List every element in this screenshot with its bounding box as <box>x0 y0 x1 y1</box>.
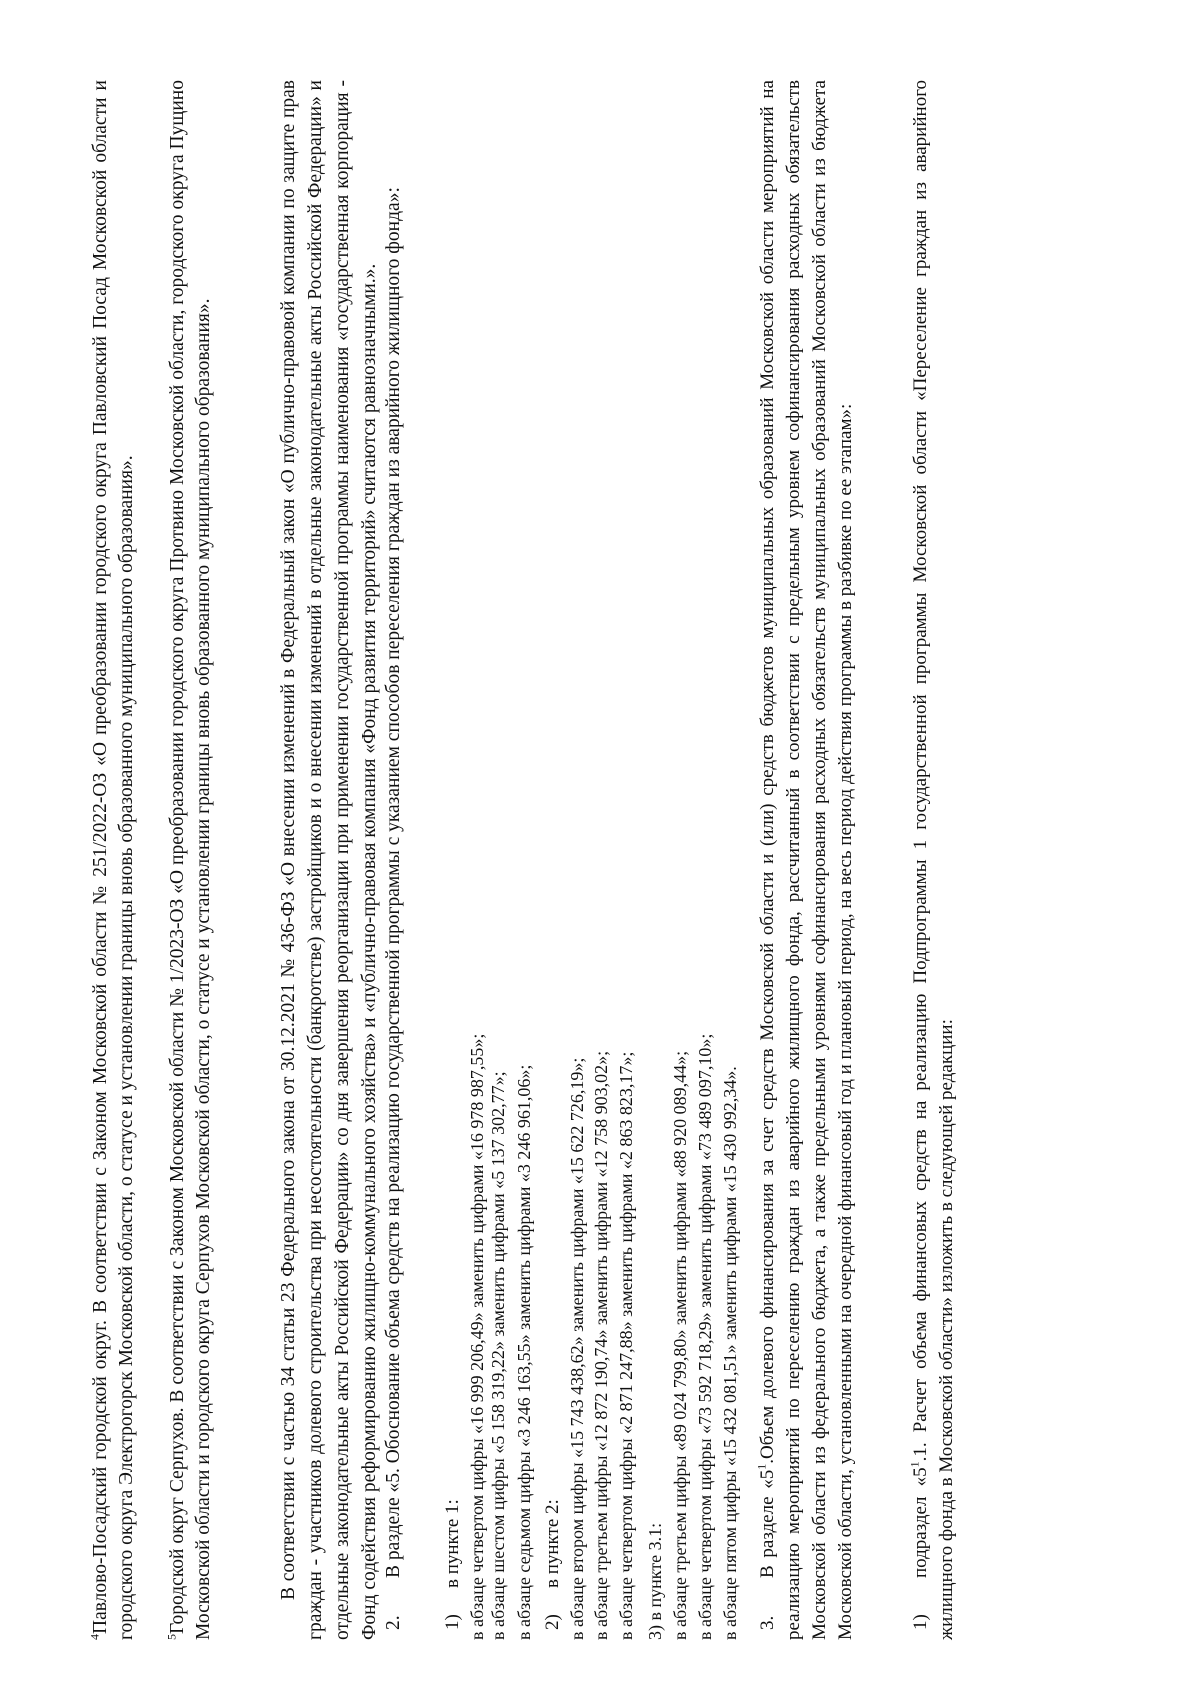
section-2-number: 2. <box>383 1615 404 1630</box>
section-3-text-rest: .Объем долевого финансирования за счет средств Московской области и (или) средств бюджетов муниципальных образований Московской области мероприятий на реализацию мероприятий по переселению граждан из аварийного жилищного фонда, рассчитанный в соответствии с предельным уровнем софинансирования расходных обязательств Московской области из федерального бюджета, а также предельными уровнями софинансирования расходных обязательств муниципальных образований Московской области из бюджета Московской области, установленными на очередной финансовый год и плановый период, на весь период действия программы в разбивке по ее этапам»: <box>757 80 856 1640</box>
list-item: в абзаце втором цифры «15 743 438,62» заменить цифрами «15 622 726,19»; <box>567 1057 587 1640</box>
section-2-text: В разделе «5. Обоснование объема средств на реализацию государственной программы с указанием способов переселения граждан из аварийного жилищного фонда»: <box>383 187 404 1578</box>
section-3-point-1-text-start: подраздел «5 <box>910 1467 931 1578</box>
footnote-marker: 5 <box>164 1634 179 1640</box>
superscript: 1 <box>754 1463 769 1470</box>
list-item: в абзаце пятом цифры «15 432 081,51» заменить цифрами «15 430 992,34». <box>720 1066 740 1640</box>
footnote-4 <box>88 80 139 1640</box>
section-3-point-1-text-rest: .1. Расчет объема финансовых средств на реализацию Подпрограммы 1 государственной программы Московской области «Переселение граждан из аварийного жилищного фонда в Московской области» изложить в следующей редакции: <box>910 79 957 1640</box>
point-1-number: 1) <box>442 1614 463 1630</box>
list-item: в абзаце шестом цифры «5 158 319,22» заменить цифрами «5 137 302,77»; <box>488 1071 508 1640</box>
list-item: в абзаце третьем цифры «89 024 799,80» заменить цифрами «88 920 089,44»; <box>670 1050 690 1640</box>
section-3-point-1-number: 1) <box>910 1614 931 1630</box>
list-item: в абзаце четвертом цифры «2 871 247,88» заменить цифрами «2 863 823,17»; <box>616 1051 636 1640</box>
section-2 <box>380 80 407 1640</box>
list-item: в абзаце четвертом цифры «16 999 206,49» заменить цифрами «16 978 987,55»; <box>467 1033 487 1640</box>
section-3-point-1 <box>908 80 960 1640</box>
section-3 <box>755 80 859 1640</box>
list-item: в абзаце третьем цифры «12 872 190,74» заменить цифрами «12 758 903,02»; <box>591 1050 611 1640</box>
section-3-number: 3. <box>757 1615 778 1630</box>
list-item: в абзаце седьмом цифры «3 246 163,55» заменить цифрами «3 246 961,06»; <box>514 1064 534 1640</box>
point-3-title: 3) в пункте 3.1: <box>645 1522 665 1640</box>
section-3-text-start: В разделе «5 <box>757 1469 778 1578</box>
point-1-title: в пункте 1: <box>442 1499 463 1588</box>
rotated-content <box>70 50 1070 1640</box>
footnote-4-text: Павлово-Посадский городской округ. В соответствии с Законом Московской области № 251/2022-ОЗ «О преобразовании городского округа Павловский Посад Московской области и городского округа Электрогорск Московской области, о статусе и установлении границы вновь образованного муниципального образования». <box>90 80 137 1640</box>
footnote-5 <box>165 80 216 1640</box>
point-2-number: 2) <box>542 1614 563 1630</box>
superscript: 1 <box>907 1461 922 1468</box>
footnote-5-text: Городской округ Серпухов. В соответствии с Законом Московской области № 1/2023-ОЗ «О преобразовании городского округа Протвино Московской области, городского округа Пущино Московской области и городского округа Серпухов Московской области, о статусе и установлении границы вновь образованного муниципального образования». <box>167 80 214 1640</box>
footnote-marker: 4 <box>87 1634 102 1640</box>
list-item: в абзаце четвертом цифры «73 592 718,29» заменить цифрами «73 489 097,10»; <box>695 1033 715 1640</box>
point-2-title: в пункте 2: <box>542 1499 563 1588</box>
law-paragraph: В соответствии с частью 34 статьи 23 Федерального закона от 30.12.2021 № 436-ФЗ «О внесении изменений в Федеральный закон «О публично-правовой компании по защите прав граждан - участников долевого строительства при несостоятельности (банкротстве) застройщиков и о внесении изменений в отдельные законодательные акты Российской Федерации» и отдельные законодательные акты Российской Федерации» со дня завершения реорганизации при применении государственной программы наименования «государственная корпорация - Фонд содействия реформированию жилищно-коммунального хозяйства» и «публично-правовая компания «Фонд развития территорий» считаются равнозначными.». <box>278 80 380 1640</box>
